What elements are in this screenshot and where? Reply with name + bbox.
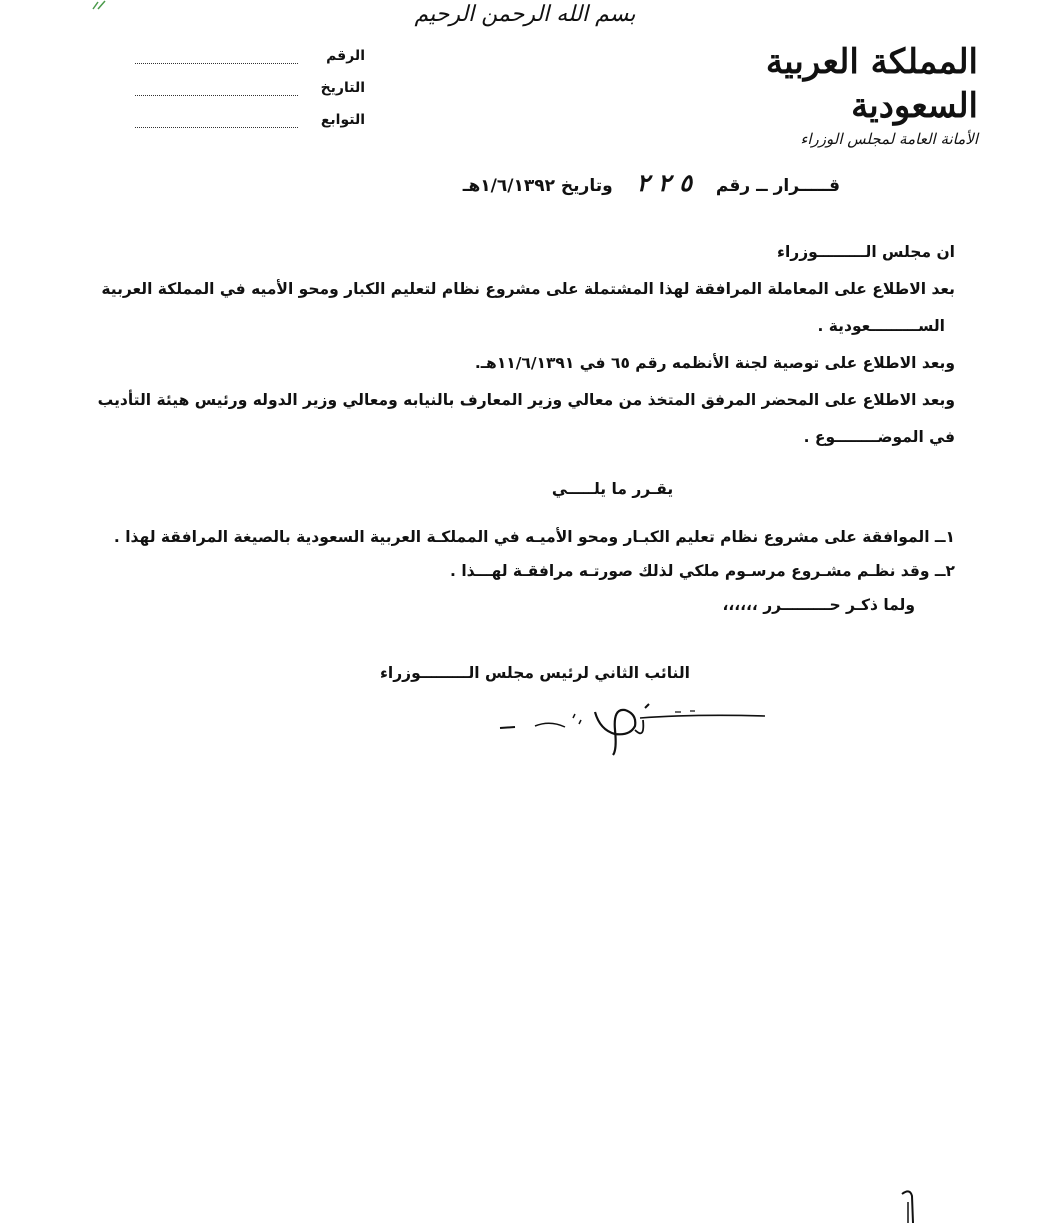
signatory-title: النائب الثاني لرئيس مجلس الـــــــــوزراء: [379, 664, 690, 682]
preamble-line: بعد الاطلاع على المعاملة المرافقة لهذا المشتملة على مشروع نظام لتعليم الكبار ومحو الأميه في المملكة العربية: [101, 280, 955, 298]
preamble: [20, 234, 955, 456]
ref-attachments-row: [135, 104, 365, 136]
ref-number-line: [135, 49, 298, 64]
preamble-line: في الموضــــــــوع .: [803, 428, 955, 446]
decision-number: ٥ ٢ ٢: [636, 168, 692, 197]
decision-date: وتاريخ ١/٦/١٣٩٢هـ: [462, 176, 613, 196]
closing-line: ولما ذكـر حـــــــــرر ،،،،،،: [722, 596, 915, 614]
reference-fields: [135, 40, 365, 136]
decision-heading: [380, 168, 840, 197]
ref-number-label: الرقم: [326, 48, 365, 64]
ref-attachments-line: [135, 113, 298, 128]
preamble-line: وبعد الاطلاع على توصية لجنة الأنظمه رقم ٦٥ في ١١/٦/١٣٩١هـ.: [474, 354, 955, 372]
handwritten-signature: [495, 700, 770, 765]
ref-date-row: [135, 72, 365, 104]
ref-date-line: [135, 81, 298, 96]
basmala: بسم الله الرحمن الرحيم: [414, 2, 636, 27]
ref-date-label: التاريخ: [320, 80, 365, 96]
preamble-line: الســـــــــعودية .: [817, 317, 945, 335]
resolution-item: ٢ــ وقد نظـم مشـروع مرسـوم ملكي لذلك صورتـه مرافقـة لهـــذا .: [450, 562, 955, 580]
kingdom-name: المملكة العربية السعودية: [765, 42, 978, 126]
ref-attachments-label: التوابع: [320, 112, 365, 128]
letterhead: [718, 40, 978, 150]
resolves-heading: يقـرر ما يلـــــي: [551, 480, 674, 498]
preamble-line: ان مجلس الـــــــــوزراء: [777, 243, 955, 261]
secretariat-name: الأمانة العامة لمجلس الوزراء: [800, 130, 978, 148]
resolution-items: [20, 520, 955, 622]
ref-number-row: [135, 40, 365, 72]
decision-prefix: قـــــرار ــ رقم: [715, 176, 840, 196]
preamble-line: وبعد الاطلاع على المحضر المرفق المتخذ من معالي وزير المعارف بالنيابه ومعالي وزير الدوله ورئيس هيئة التأديب: [97, 391, 955, 409]
page-edge-mark: [898, 1188, 918, 1223]
resolution-item: ١ــ الموافقة على مشروع نظام تعليم الكبـار ومحو الأميـه في المملكـة العربية السعودية بالصيغة المرافقة لهذا .: [113, 528, 955, 546]
